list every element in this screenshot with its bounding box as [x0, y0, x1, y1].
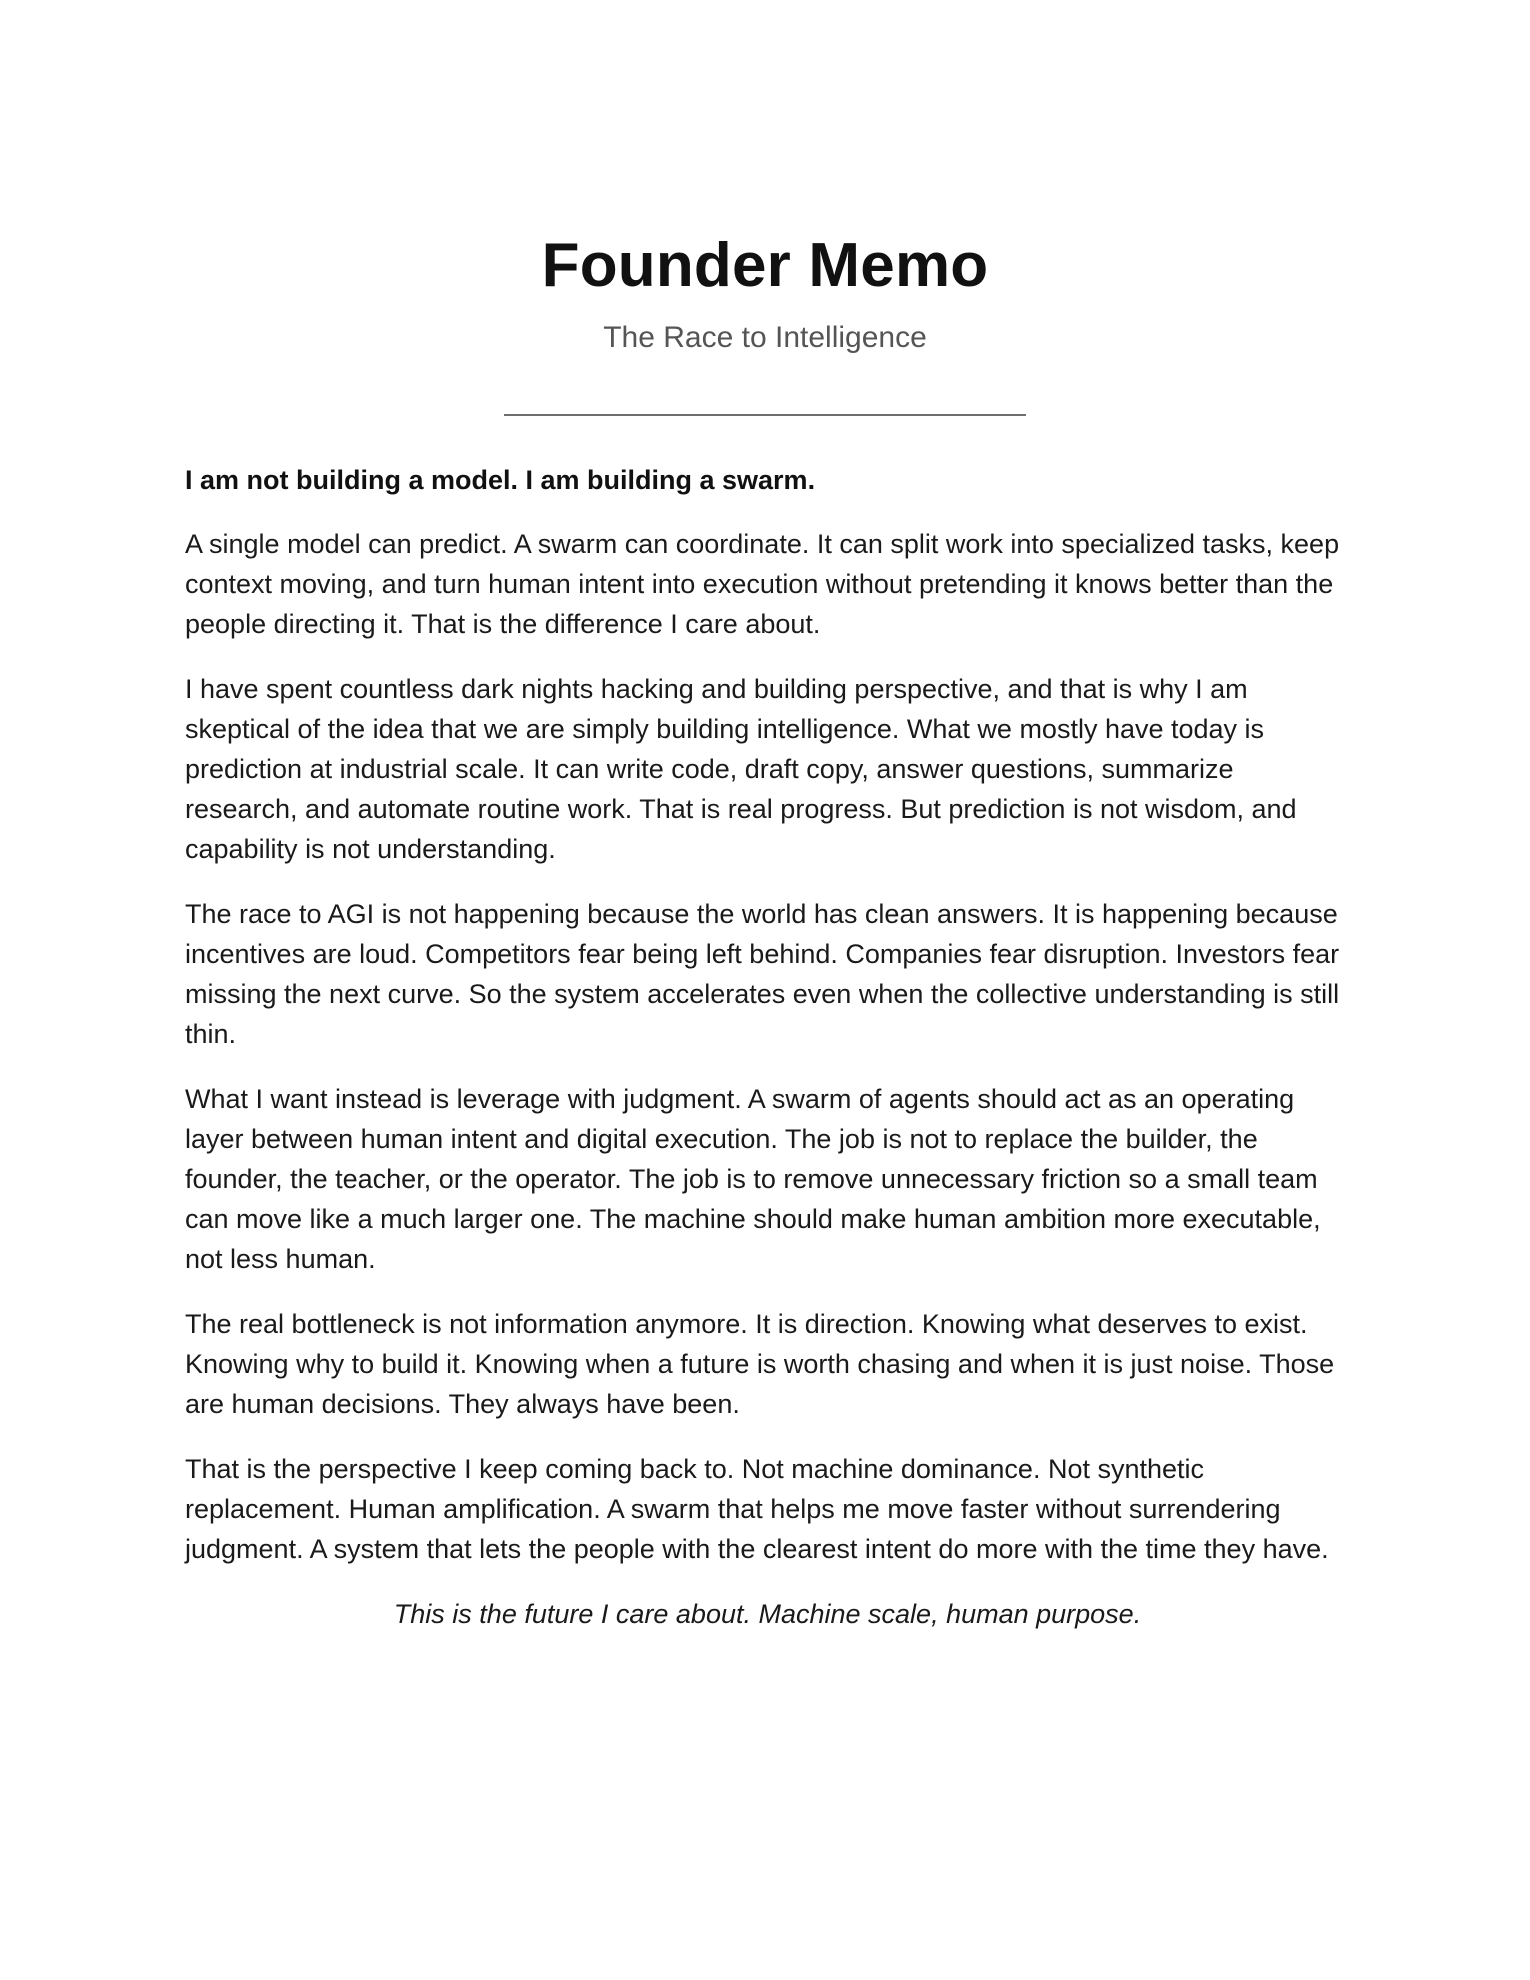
- lead-statement: I am not building a model. I am building a swarm.: [185, 465, 816, 495]
- title-divider: [504, 414, 1026, 416]
- body-paragraph: The race to AGI is not happening because the world has clean answers. It is happening because incentives are loud. Competitors fear being left behind. Companies fear disruption. Investors fear missing the next curve. So the system accelerates even when the collective understanding is still thin.: [185, 899, 1340, 1049]
- body-paragraph: The real bottleneck is not information anymore. It is direction. Knowing what deserves to exist. Knowing why to build it. Knowing when a future is worth chasing and when it is just noise. Those are human decisions. They always have been.: [185, 1309, 1335, 1419]
- body-paragraph: I have spent countless dark nights hacking and building perspective, and that is why I am skeptical of the idea that we are simply building intelligence. What we mostly have today is prediction at industrial scale. It can write code, draft copy, answer questions, summarize research, and automate routine work. That is real progress. But prediction is not wisdom, and capability is not understanding.: [185, 674, 1297, 864]
- page-subtitle: The Race to Intelligence: [603, 321, 927, 354]
- body-paragraph: A single model can predict. A swarm can coordinate. It can split work into specialized tasks, keep context moving, and turn human intent into execution without pretending it knows better than the people directing it. That is the difference I care about.: [185, 529, 1340, 639]
- memo-body: [185, 460, 1350, 1634]
- body-paragraph: That is the perspective I keep coming back to. Not machine dominance. Not synthetic replacement. Human amplification. A swarm that helps me move faster without surrendering judgment. A system that lets the people with the clearest intent do more with the time they have.: [185, 1454, 1329, 1564]
- closing-line: This is the future I care about. Machine scale, human purpose.: [393, 1599, 1142, 1629]
- body-paragraph: What I want instead is leverage with judgment. A swarm of agents should act as an operating layer between human intent and digital execution. The job is not to replace the builder, the founder, the teacher, or the operator. The job is to remove unnecessary friction so a small team can move like a much larger one. The machine should make human ambition more executable, not less human.: [185, 1084, 1321, 1274]
- memo-header: [0, 228, 1530, 358]
- page-title: Founder Memo: [541, 231, 989, 300]
